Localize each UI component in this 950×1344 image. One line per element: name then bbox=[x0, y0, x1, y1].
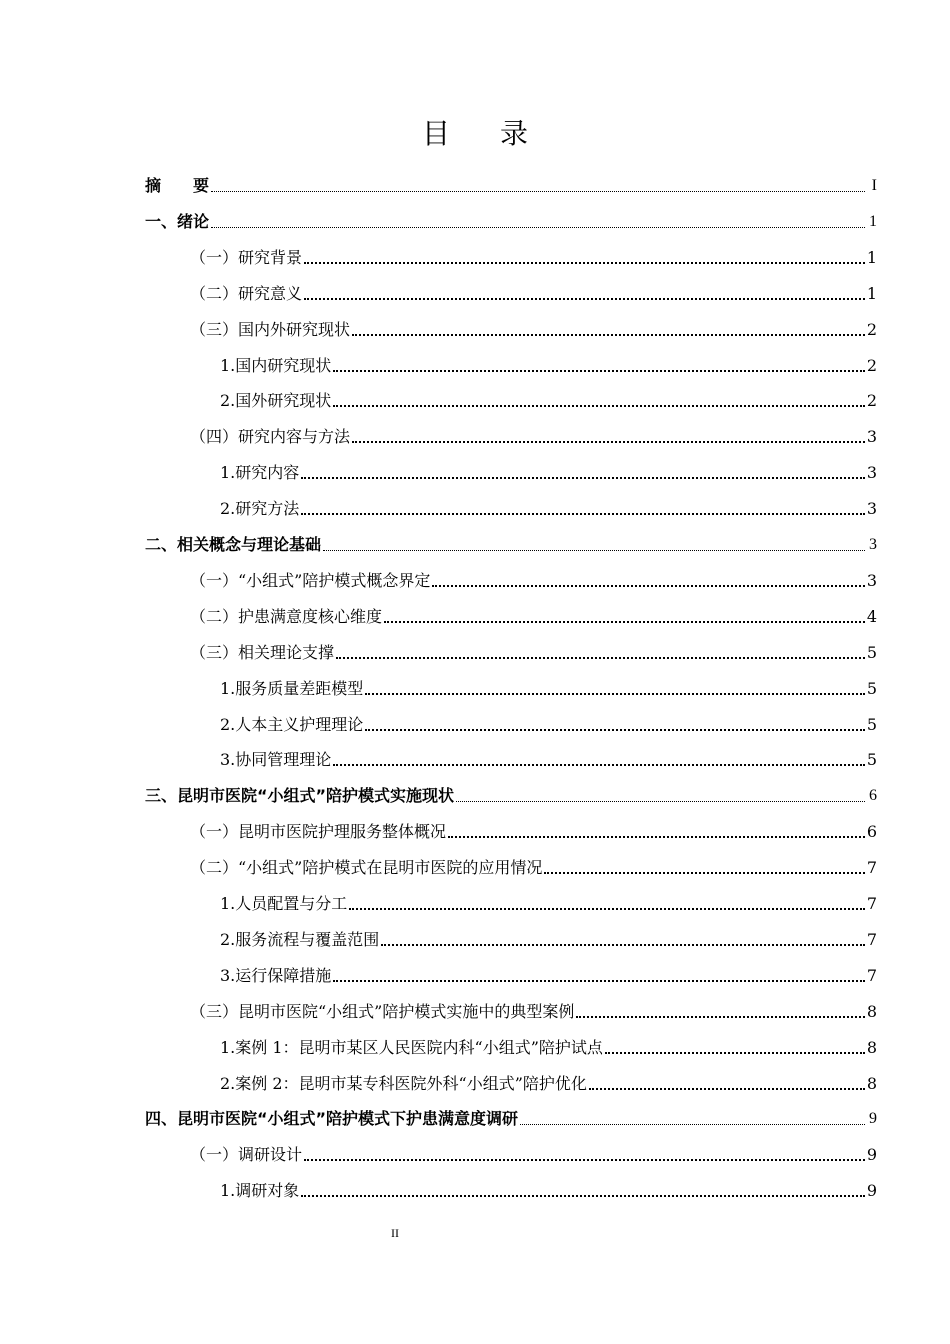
toc-entry-page-number: 3 bbox=[869, 536, 877, 553]
toc-entry-label: 1.调研对象 bbox=[220, 1181, 300, 1201]
toc-entry[interactable] bbox=[220, 340, 877, 376]
toc-entry-label: 2.人本主义护理理论 bbox=[220, 714, 364, 734]
toc-entry-label: （一）研究背景 bbox=[190, 247, 303, 267]
toc-entry-label: （三）国内外研究现状 bbox=[190, 319, 351, 339]
toc-entry[interactable] bbox=[220, 1058, 877, 1094]
toc-dot-leader bbox=[301, 463, 865, 483]
toc-entry-label: 三、昆明市医院“小组式”陪护模式实施现状 bbox=[145, 786, 455, 806]
toc-dot-leader bbox=[365, 679, 865, 699]
toc-dot-leader bbox=[544, 858, 864, 878]
toc-entry-label: （一）昆明市医院护理服务整体概况 bbox=[190, 822, 447, 842]
toc-entry-label: 1.国内研究现状 bbox=[220, 355, 332, 375]
toc-dot-leader bbox=[448, 822, 865, 842]
toc-dot-leader bbox=[211, 176, 865, 196]
toc-entry-page-number: 1 bbox=[866, 247, 877, 267]
toc-dot-leader bbox=[352, 320, 865, 340]
toc-entry-page-number: 8 bbox=[866, 1037, 877, 1057]
toc-entry-page-number: 5 bbox=[866, 714, 877, 734]
toc-dot-leader bbox=[589, 1074, 865, 1094]
toc-entry[interactable] bbox=[145, 1093, 877, 1129]
toc-dot-leader bbox=[333, 750, 865, 770]
toc-entry-label: 1.人员配置与分工 bbox=[220, 894, 348, 913]
toc-dot-leader bbox=[333, 966, 865, 986]
toc-entry[interactable] bbox=[145, 196, 877, 232]
toc-entry-page-number: 3 bbox=[866, 463, 877, 483]
toc-entry-label: （二）护患满意度核心维度 bbox=[190, 606, 383, 626]
toc-entry[interactable] bbox=[220, 1022, 877, 1058]
toc-dot-leader bbox=[304, 248, 865, 268]
toc-entry-page-number: 8 bbox=[866, 1001, 877, 1021]
toc-dot-leader bbox=[352, 427, 865, 447]
toc-entry-label: 1.服务质量差距模型 bbox=[220, 678, 364, 698]
toc-dot-leader bbox=[384, 607, 865, 627]
toc-entry[interactable] bbox=[220, 375, 877, 411]
toc-dot-leader bbox=[336, 643, 865, 663]
toc-entry[interactable] bbox=[145, 519, 877, 555]
toc-entry-label: （一）调研设计 bbox=[190, 1145, 303, 1165]
toc-entry[interactable] bbox=[220, 699, 877, 735]
toc-entry[interactable] bbox=[220, 914, 877, 950]
toc-entry-label: 3.运行保障措施 bbox=[220, 965, 332, 985]
toc-entry[interactable] bbox=[190, 986, 877, 1022]
toc-dot-leader bbox=[432, 571, 864, 591]
toc-dot-leader bbox=[304, 1145, 865, 1165]
toc-entry[interactable] bbox=[190, 627, 877, 663]
toc-entry-page-number: 2 bbox=[866, 319, 877, 339]
toc-entry-page-number: 5 bbox=[866, 750, 877, 770]
toc-entry[interactable] bbox=[220, 1165, 877, 1201]
toc-entry-page-number: 3 bbox=[866, 427, 877, 447]
toc-entry[interactable] bbox=[190, 304, 877, 340]
toc-dot-leader bbox=[304, 284, 865, 304]
toc-entry-label: 四、昆明市医院“小组式”陪护模式下护患满意度调研 bbox=[145, 1109, 519, 1129]
toc-entry[interactable] bbox=[190, 806, 877, 842]
toc-entry-page-number: 9 bbox=[866, 1181, 877, 1201]
toc-entry[interactable] bbox=[220, 663, 877, 699]
toc-dot-leader bbox=[349, 894, 865, 914]
toc-dot-leader bbox=[301, 499, 865, 519]
toc-dot-leader bbox=[333, 391, 865, 411]
toc-entry-label: 二、相关概念与理论基础 bbox=[145, 535, 322, 554]
toc-entry-page-number: 5 bbox=[866, 678, 877, 698]
toc-dot-leader bbox=[520, 1109, 865, 1129]
toc-dot-leader bbox=[365, 715, 865, 735]
toc-dot-leader bbox=[605, 1038, 865, 1058]
toc-entry-label: 摘 要 bbox=[145, 176, 210, 195]
toc-entry-label: （一）“小组式”陪护模式概念界定 bbox=[190, 570, 431, 590]
toc-entry-label: 1.研究内容 bbox=[220, 463, 300, 483]
footer-page-number: II bbox=[391, 1226, 399, 1240]
toc-entry-page-number: 4 bbox=[866, 606, 877, 626]
toc-entry-page-number: 9 bbox=[869, 1110, 877, 1128]
toc-entry[interactable] bbox=[220, 483, 877, 519]
toc-entry-label: （三）昆明市医院“小组式”陪护模式实施中的典型案例 bbox=[190, 1001, 575, 1021]
toc-entry[interactable] bbox=[220, 878, 877, 914]
toc-entry[interactable] bbox=[145, 160, 877, 196]
toc-entry-label: 2.服务流程与覆盖范围 bbox=[220, 929, 380, 949]
toc-entry[interactable] bbox=[220, 447, 877, 483]
toc-entry-page-number: 9 bbox=[866, 1145, 877, 1165]
toc-entry[interactable] bbox=[190, 268, 877, 304]
toc-entry[interactable] bbox=[190, 591, 877, 627]
toc-entry-page-number: 3 bbox=[866, 499, 877, 519]
toc-dot-leader bbox=[301, 1181, 865, 1201]
toc-entry-page-number: 7 bbox=[866, 894, 877, 913]
toc-entry[interactable] bbox=[190, 411, 877, 447]
toc-entry-page-number: 6 bbox=[869, 787, 877, 805]
toc-entry-page-number: 7 bbox=[866, 929, 877, 949]
toc-dot-leader bbox=[323, 535, 865, 555]
toc-dot-leader bbox=[333, 356, 865, 376]
page-title bbox=[0, 114, 950, 154]
toc-entry-label: 2.案例 2：昆明市某专科医院外科“小组式”陪护优化 bbox=[220, 1073, 587, 1093]
toc-entry-page-number: 3 bbox=[866, 570, 877, 590]
toc-entry-page-number: 2 bbox=[866, 391, 877, 411]
toc-entry-label: 一、绪论 bbox=[145, 211, 210, 231]
toc-entry[interactable] bbox=[220, 950, 877, 986]
toc-entry-page-number: 1 bbox=[866, 283, 877, 303]
toc-entry-label: 1.案例 1：昆明市某区人民医院内科“小组式”陪护试点 bbox=[220, 1037, 603, 1057]
toc-entry-label: （二）“小组式”陪护模式在昆明市医院的应用情况 bbox=[190, 858, 543, 878]
toc-entry[interactable] bbox=[190, 1129, 877, 1165]
toc-entry-page-number: I bbox=[871, 177, 877, 194]
toc-entry-label: 2.研究方法 bbox=[220, 499, 300, 519]
title-char-2: 录 bbox=[500, 117, 529, 150]
toc-entry-page-number: 1 bbox=[869, 212, 877, 230]
toc-entry-page-number: 8 bbox=[866, 1073, 877, 1093]
toc-entry[interactable] bbox=[220, 734, 877, 770]
toc-entry-page-number: 7 bbox=[866, 858, 877, 878]
toc-entry-label: （二）研究意义 bbox=[190, 283, 303, 303]
title-char-1: 目 bbox=[421, 117, 450, 150]
toc-entry-page-number: 6 bbox=[866, 822, 877, 842]
toc-dot-leader bbox=[576, 1002, 864, 1022]
toc-entry-label: 3.协同管理理论 bbox=[220, 750, 332, 770]
toc-entry-label: （四）研究内容与方法 bbox=[190, 427, 351, 447]
toc-entry[interactable] bbox=[190, 842, 877, 878]
toc-dot-leader bbox=[381, 930, 865, 950]
toc-entry-page-number: 7 bbox=[866, 965, 877, 985]
toc-entry-page-number: 2 bbox=[866, 355, 877, 375]
toc-entry[interactable] bbox=[145, 770, 877, 806]
toc-entry[interactable] bbox=[190, 555, 877, 591]
toc-entry-label: （三）相关理论支撑 bbox=[190, 642, 335, 662]
toc-entry-page-number: 5 bbox=[866, 642, 877, 662]
toc-dot-leader bbox=[456, 786, 865, 806]
toc-entry-label: 2.国外研究现状 bbox=[220, 391, 332, 411]
toc-entry[interactable] bbox=[190, 232, 877, 268]
toc-dot-leader bbox=[211, 212, 865, 232]
